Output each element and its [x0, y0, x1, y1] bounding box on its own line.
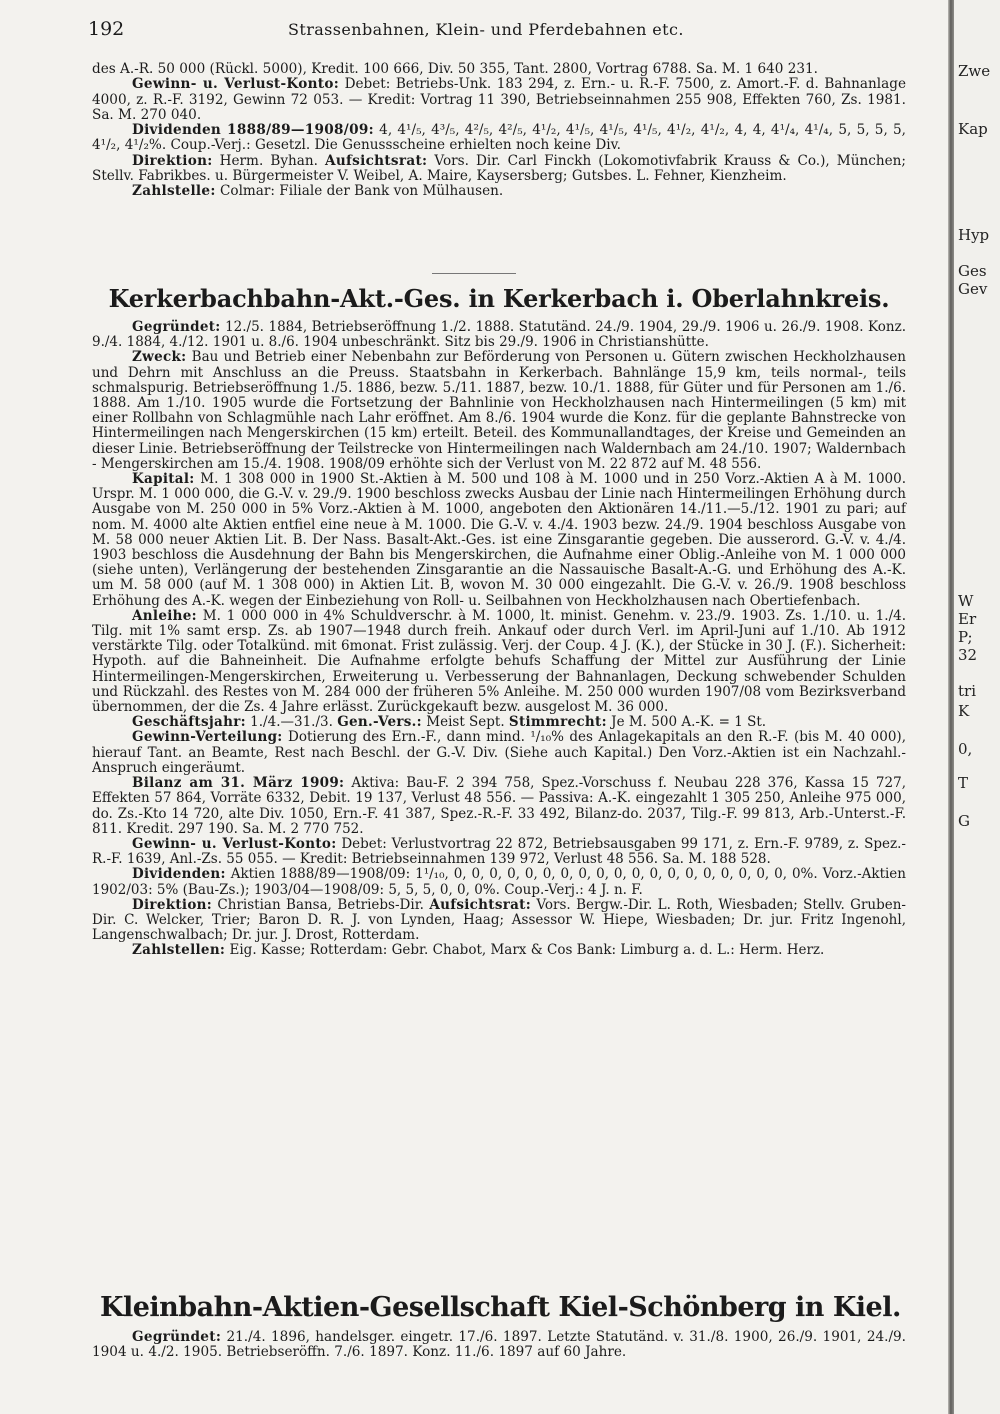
section-label: Gegründet:	[132, 1329, 222, 1345]
adjacent-page-fragment: K	[958, 702, 970, 720]
section-label: Dividenden 1888/89—1908/09:	[132, 122, 374, 139]
section-divider	[432, 273, 516, 274]
adjacent-page-fragment: G	[958, 812, 970, 830]
adjacent-page-edge	[954, 0, 1000, 1414]
running-head: Strassenbahnen, Klein- und Pferdebahnen etc.	[288, 20, 684, 39]
section-text: Colmar: Filiale der Bank von Mülhausen.	[215, 183, 504, 200]
prev-direktion	[92, 154, 906, 185]
prev-opening-paragraph: des A.-R. 50 000 (Rückl. 5000), Kredit. 100 666, Div. 50 355, Tant. 2800, Vortrag 6788. Sa. M. 1 640 231.	[92, 61, 818, 77]
previous-company-section	[92, 62, 906, 200]
prev-zahlstelle	[92, 184, 906, 199]
kerk-anleihe	[92, 609, 906, 715]
page-number: 192	[88, 18, 125, 40]
adjacent-page-fragment: T	[958, 774, 969, 792]
adjacent-page-fragment: Zwe	[958, 62, 991, 80]
kerk-kapital	[92, 472, 906, 609]
section-label: Bilanz am 31. März 1909:	[132, 775, 345, 792]
kerk-gewinn-verlust	[92, 837, 906, 867]
section-text: Aktiva: Bau-F. 2 394 758, Spez.-Vorschuss f. Neubau 228 376, Kassa 15 727, Effekten 57 864, Vorräte 6332, Debit. 19 137, Verlust 48 556. — Passiva: A.-K. eingezahlt 1 305 250, Anleihe 975 000, do. Zs.-Kto 14 720, alte Div. 1050, Ern.-F. 41 387, Spez.-R.-F. 33 492, Bilanz-do. 2037, Tilg.-F. 99 813, Arb.-Unterst.-F. 811. Kredit. 297 190. Sa. M. 2 770 752.	[92, 775, 906, 837]
company-title-kerkerbach: Kerkerbachbahn-Akt.-Ges. in Kerkerbach i. Oberlahnkreis.	[108, 284, 890, 313]
section-text: 21./4. 1896, handelsger. eingetr. 17./6. 1897. Letzte Statutänd. v. 31./8. 1900, 26./9. 1901, 24./9. 1904 u. 4./2. 1905. Betriebseröffn. 7./6. 1897. Konz. 11./6. 1897 auf 60 Jahre.	[92, 1329, 906, 1361]
section-text: M. 1 308 000 in 1900 St.-Aktien à M. 500 und 108 à M. 1000 und in 250 Vorz.-Aktien A à M. 1000. Urspr. M. 1 000 000, die G.-V. v. 29./9. 1900 beschloss zwecks Ausbau der Linie nach Hintermeilingen Erhöhung durch Ausgabe von M. 250 000 in 5% Vorz.-Aktien à M. 1000, angeboten den Aktionären 14./11.—5./12. 1901 zu pari; auf nom. M. 4000 alte Aktien entfiel eine neue à M. 1000. Die G.-V. v. 4./4. 1903 bezw. 24./9. 1904 beschloss Ausgabe von M. 58 000 neuer Aktien Lit. B. Der Nass. Basalt-Akt.-Ges. ist eine Zinsgarantie gegeben. Die ausserord. G.-V. v. 4./4. 1903 beschloss die Ausdehnung der Bahn bis Mengerskirchen, die Aufnahme einer Oblig.-Anleihe von M. 1 000 000 (siehe unten), Verlängerung der bestehenden Zinsgarantie an die Nassauische Basalt-A.-G. und Erhöhung des A.-K. um M. 58 000 (auf M. 1 308 000) in Aktien Lit. B, wovon M. 30 000 eingezahlt. Die G.-V. v. 26./9. 1908 beschloss Erhöhung des A.-K. wegen der Einbeziehung von Roll- u. Seilbahnen von Heckholzhausen nach Obertiefenbach.	[92, 471, 906, 609]
section-label: Zahlstelle:	[132, 183, 216, 200]
kerk-gewinn-verteilung	[92, 730, 906, 776]
section-text: Vors. Dir. Carl Finckh (Lokomotivfabrik Krauss & Co.), München; Stellv. Fabrikbes. u. Bürgermeister V. Weibel, A. Maire, Kaysersberg; Gutsbes. L. Fehner, Kienzheim.	[92, 152, 906, 185]
company-title-kiel: Kleinbahn-Aktien-Gesellschaft Kiel-Schönberg in Kiel.	[100, 1292, 901, 1323]
section-text: Bau und Betrieb einer Nebenbahn zur Beförderung von Personen u. Gütern zwischen Heckholzhausen und Dehrn mit Anschluss an die Preuss. Staatsbahn in Kerkerbach. Bahnlänge 15,9 km, teils normal-, teils schmalspurig. Betriebseröffnung 1./5. 1886, bezw. 5./11. 1887, bezw. 10./1. 1888, für Güter und für Personen am 1./6. 1888. Am 1./10. 1905 wurde die Fortsetzung der Bahnlinie von Heckholzhausen nach Hintermeilingen (5 km) mit einer Rollbahn von Schlagmühle nach Lahr eröffnet. Am 8./6. 1904 wurde die Konz. für die geplante Bahnstrecke von Hintermeilingen nach Mengerskirchen (15 km) erteilt. Beteil. des Kommunallandtages, der Kreise und Gemeinden an dieser Linie. Betriebseröffnung der Teilstrecke von Hintermeilingen nach Waldernbach am 24./10. 1907; Waldernbach - Mengerskirchen am 15./4. 1908. 1908/09 erhöhte sich der Verlust von M. 22 872 auf M. 48 556.	[92, 349, 906, 472]
section-label: Kapital:	[132, 471, 195, 488]
adjacent-page-fragment: 32	[958, 646, 978, 664]
adjacent-page-fragment: Kap	[958, 120, 988, 138]
adjacent-page-fragment: Hyp	[958, 226, 990, 244]
section-label: Gen.-Vers.:	[337, 714, 422, 731]
adjacent-page-fragment: Gev	[958, 280, 988, 298]
adjacent-page-fragment: W	[958, 592, 974, 610]
kerk-direktion	[92, 898, 906, 944]
kiel-section	[92, 1330, 906, 1361]
adjacent-page-fragment: P;	[958, 628, 973, 646]
section-label: Aufsichtsrat:	[325, 152, 428, 169]
section-label: Gewinn- u. Verlust-Konto:	[132, 76, 340, 93]
section-text: Dotierung des Ern.-F., dann mind. ¹/₁₀% des Anlagekapitals an den R.-F. (bis M. 40 000), hierauf Tant. an Beamte, Rest nach Beschl. der G.-V. Div. (Siehe auch Kapital.) Den Vorz.-Aktien ist ein Nachzahl.-Anspruch eingeräumt.	[92, 729, 906, 776]
section-text: Eig. Kasse; Rotterdam: Gebr. Chabot, Marx & Cos Bank: Limburg a. d. L.: Herm. Herz.	[225, 942, 825, 959]
section-text: 4, 4¹/₅, 4³/₅, 4²/₅, 4²/₅, 4¹/₂, 4¹/₅, 4¹/₅, 4¹/₅, 4¹/₂, 4¹/₂, 4, 4, 4¹/₄, 4¹/₄, 5, 5, 5, 5, 4¹/₂, 4¹/₂%. Coup.-Verj.: Gesetzl. Die Genussscheine erhielten noch keine Div.	[92, 122, 906, 154]
adjacent-page-fragment: tri	[958, 682, 976, 700]
section-text: Aktien 1888/89—1908/09: 1¹/₁₀, 0, 0, 0, 0, 0, 0, 0, 0, 0, 0, 0, 0, 0, 0, 0, 0, 0, 0, 0, 0%. Vorz.-Aktien 1902/03: 5% (Bau-Zs.); 1903/04—1908/09: 5, 5, 5, 0, 0, 0%. Coup.-Verj.: 4 J. n. F.	[92, 866, 906, 898]
adjacent-page-fragment: 0,	[958, 740, 973, 758]
section-text: Christian Bansa, Betriebs-Dir.	[212, 896, 430, 913]
section-label: Aufsichtsrat:	[429, 896, 532, 913]
kerk-zweck	[92, 350, 906, 472]
kerk-geschaeftsjahr	[92, 715, 906, 730]
prev-dividenden	[92, 123, 906, 154]
kerkerbach-section	[92, 320, 906, 959]
section-text: Debet: Verlustvortrag 22 872, Betriebsausgaben 99 171, z. Ern.-F. 9789, z. Spez.-R.-F. 1639, Anl.-Zs. 55 055. — Kredit: Betriebseinnahmen 139 972, Verlust 48 556. Sa. M. 188 528.	[92, 835, 906, 868]
kerk-dividenden	[92, 867, 906, 897]
section-label: Gewinn-Verteilung:	[132, 729, 283, 746]
section-text: 12./5. 1884, Betriebseröffnung 1./2. 1888. Statutänd. 24./9. 1904, 29./9. 1906 u. 26./9. 1908. Konz. 9./4. 1884, 4./12. 1901 u. 8./6. 1904 unbeschränkt. Sitz bis 29./9. 1906 in Christianshütte.	[92, 319, 906, 351]
section-text: Vors. Bergw.-Dir. L. Roth, Wiesbaden; Stellv. Gruben-Dir. C. Welcker, Trier; Baron D. R. J. von Lynden, Haag; Assessor W. Hiepe, Wiesbaden; Dr. jur. Fritz Ingenohl, Langenschwalbach; Dr. jur. J. Drost, Rotterdam.	[92, 896, 906, 944]
section-label: Stimmrecht:	[508, 714, 607, 731]
section-label: Gegründet:	[132, 319, 221, 335]
section-label: Geschäftsjahr:	[132, 714, 246, 731]
section-label: Dividenden:	[132, 866, 226, 883]
section-text: Herm. Byhan.	[212, 152, 325, 169]
section-label: Gewinn- u. Verlust-Konto:	[132, 835, 337, 852]
prev-gewinn-verlust	[92, 77, 906, 123]
section-text: 1./4.—31./3.	[245, 714, 338, 731]
section-text: M. 1 000 000 in 4% Schuldverschr. à M. 1000, lt. minist. Genehm. v. 23./9. 1903. Zs. 1./10. u. 1./4. Tilg. mit 1% samt ersp. Zs. ab 1907—1948 durch freih. Ankauf oder durch Verl. im April-Juni auf 1./10. Ab 1912 verstärkte Tilg. oder Totalkünd. mit 6monat. Frist zulässig. Verj. der Coup. 4 J. (K.), der Stücke in 30 J. (F.). Sicherheit: Hypoth. auf die Bahneinheit. Die Aufnahme erfolgte behufs Schaffung der Mittel zur Ausführung der Linie Hintermeilingen-Mengerskirchen, Erweiterung u. Verbesserung der Bahnanlagen, Deckung schwebender Schulden und Rückzahl. des Restes von M. 284 000 der früheren 5% Anleihe. M. 250 000 wurden 1907/08 vom Bezirksverband übernommen, der die Zs. 4 Jahre erlässt. Zurückgekauft bezw. ausgelost M. 36 000.	[92, 607, 906, 716]
section-text: Meist Sept.	[421, 714, 509, 731]
adjacent-page-fragment: Ges	[958, 262, 987, 280]
kerk-gegruendet	[92, 320, 906, 350]
section-label: Anleihe:	[132, 607, 197, 624]
page-header	[88, 18, 908, 44]
section-label: Zahlstellen:	[132, 942, 226, 959]
section-text: Je M. 500 A.-K. = 1 St.	[606, 714, 767, 731]
section-label: Direktion:	[132, 152, 213, 169]
kiel-gegruendet	[92, 1330, 906, 1361]
section-text: Debet: Betriebs-Unk. 183 294, z. Ern.- u. R.-F. 7500, z. Amort.-F. d. Bahnanlage 4000, z. R.-F. 3192, Gewinn 72 053. — Kredit: Vortrag 11 390, Betriebseinnahmen 255 908, Effekten 760, Zs. 1981. Sa. M. 270 040.	[92, 76, 906, 123]
section-label: Zweck:	[132, 349, 187, 366]
adjacent-page-fragment: Er	[958, 610, 977, 628]
section-label: Direktion:	[132, 896, 213, 913]
kerk-zahlstellen	[92, 943, 906, 958]
kerk-bilanz	[92, 776, 906, 837]
